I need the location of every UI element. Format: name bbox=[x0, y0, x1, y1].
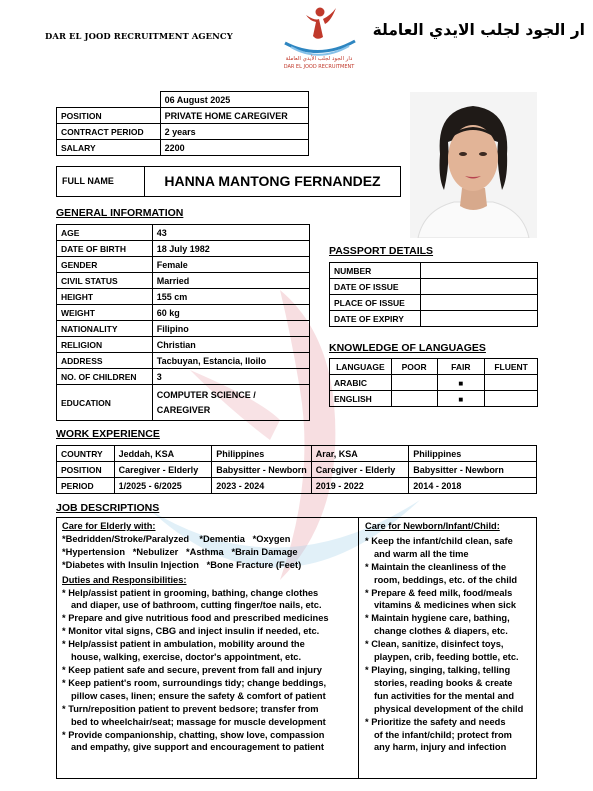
passport-table bbox=[329, 262, 538, 327]
languages-header: FAIR bbox=[437, 359, 485, 375]
newborn-care-column bbox=[359, 518, 537, 778]
job-descriptions-title: JOB DESCRIPTIONS bbox=[56, 502, 160, 514]
language-fair bbox=[437, 391, 485, 407]
work-title: WORK EXPERIENCE bbox=[56, 428, 160, 440]
newborn-item-cont: vitamins & medicines when sick bbox=[374, 600, 517, 611]
elderly-condition-line: *Hypertension *Nebulizer *Asthma *Brain Damage bbox=[62, 546, 298, 557]
passport-label: DATE OF ISSUE bbox=[330, 279, 421, 295]
general-row bbox=[57, 289, 310, 305]
general-label: NATIONALITY bbox=[57, 321, 153, 337]
duty-item-cont: pillow cases, linen; ensure the safety & comfort of patient bbox=[71, 690, 326, 701]
contract-label: SALARY bbox=[57, 140, 161, 156]
general-value: 18 July 1982 bbox=[152, 241, 309, 257]
work-cell: Caregiver - Elderly bbox=[114, 462, 212, 478]
duty-item-cont: and diaper, use of bathroom, cutting finger/toe nails, etc. bbox=[71, 600, 322, 611]
languages-header: POOR bbox=[391, 359, 437, 375]
language-row bbox=[330, 375, 538, 391]
general-info-table bbox=[56, 224, 310, 421]
duty-item: * Provide companionship, chatting, show love, compassion bbox=[62, 729, 325, 740]
general-label: NO. OF CHILDREN bbox=[57, 369, 153, 385]
passport-row bbox=[330, 279, 538, 295]
passport-row bbox=[330, 295, 538, 311]
language-name: ARABIC bbox=[330, 375, 392, 391]
duty-item: * Keep patient safe and secure, prevent from fall and injury bbox=[62, 664, 322, 675]
general-value: 60 kg bbox=[152, 305, 309, 321]
check-square-icon: ■ bbox=[458, 394, 464, 404]
languages-header: LANGUAGE bbox=[330, 359, 392, 375]
language-row bbox=[330, 391, 538, 407]
work-cell: 1/2025 - 6/2025 bbox=[114, 478, 212, 494]
work-cell: Philippines bbox=[409, 446, 537, 462]
general-value: Married bbox=[152, 273, 309, 289]
work-cell: Jeddah, KSA bbox=[114, 446, 212, 462]
passport-label: PLACE OF ISSUE bbox=[330, 295, 421, 311]
newborn-item-cont: any harm, injury and infection bbox=[374, 742, 507, 753]
general-row bbox=[57, 353, 310, 369]
duty-item-cont: bed to wheelchair/seat; massage for muscle development bbox=[71, 716, 326, 727]
general-value: 43 bbox=[152, 225, 309, 241]
work-cell: Caregiver - Elderly bbox=[311, 462, 409, 478]
passport-row bbox=[330, 311, 538, 327]
passport-label: NUMBER bbox=[330, 263, 421, 279]
duty-item: * Help/assist patient in ambulation, mobility around the bbox=[62, 639, 305, 650]
newborn-item: * Playing, singing, talking, telling bbox=[365, 664, 511, 675]
full-name-value: HANNA MANTONG FERNANDEZ bbox=[164, 173, 381, 189]
languages-table bbox=[329, 358, 538, 407]
newborn-item-cont: room, beddings, etc. of the child bbox=[374, 574, 518, 585]
language-name: ENGLISH bbox=[330, 391, 392, 407]
job-descriptions-box bbox=[56, 517, 537, 779]
languages-header: FLUENT bbox=[485, 359, 538, 375]
general-value: Filipino bbox=[152, 321, 309, 337]
language-poor bbox=[391, 391, 437, 407]
elderly-condition-line: *Bedridden/Stroke/Paralyzed *Dementia *Oxygen bbox=[62, 533, 291, 544]
newborn-item-cont: and warm all the time bbox=[374, 548, 469, 559]
duty-item: * Turn/reposition patient to prevent bedsore; transfer from bbox=[62, 703, 319, 714]
agency-name-ar: ار الجود لجلب الايدي العاملة bbox=[372, 21, 585, 39]
agency-name-en: DAR EL JOOD RECRUITMENT AGENCY bbox=[45, 31, 233, 41]
passport-label: DATE OF EXPIRY bbox=[330, 311, 421, 327]
general-value: Female bbox=[152, 257, 309, 273]
duty-item: * Keep patient's room, surroundings tidy; change beddings, bbox=[62, 677, 327, 688]
work-cell: Philippines bbox=[212, 446, 312, 462]
newborn-care-title: Care for Newborn/Infant/Child: bbox=[365, 521, 500, 531]
newborn-item-cont: fun activities for the mental and bbox=[374, 690, 514, 701]
logo-caption-ar: دار الجود لجلب الأيدي العاملة bbox=[285, 56, 353, 62]
contract-value: 2200 bbox=[160, 140, 308, 156]
passport-value bbox=[420, 295, 537, 311]
passport-value bbox=[420, 279, 537, 295]
work-cell: Babysitter - Newborn bbox=[212, 462, 312, 478]
contract-row bbox=[57, 108, 309, 124]
agency-logo bbox=[273, 3, 365, 75]
applicant-photo bbox=[410, 92, 537, 238]
elderly-condition-line: *Diabetes with Insulin Injection *Bone Fracture (Feet) bbox=[62, 559, 302, 570]
general-label: WEIGHT bbox=[57, 305, 153, 321]
general-row bbox=[57, 305, 310, 321]
passport-value bbox=[420, 263, 537, 279]
education-row bbox=[57, 385, 310, 421]
elderly-care-column bbox=[57, 518, 359, 778]
full-name-box bbox=[56, 166, 401, 197]
work-cell: 2019 - 2022 bbox=[311, 478, 409, 494]
work-label: COUNTRY bbox=[57, 446, 115, 462]
general-row bbox=[57, 321, 310, 337]
passport-title: PASSPORT DETAILS bbox=[329, 245, 434, 257]
contract-value: PRIVATE HOME CAREGIVER bbox=[160, 108, 308, 124]
work-country-row bbox=[57, 446, 537, 462]
general-label: ADDRESS bbox=[57, 353, 153, 369]
elderly-care-title: Care for Elderly with: bbox=[62, 521, 156, 531]
work-label: POSITION bbox=[57, 462, 115, 478]
language-fair bbox=[437, 375, 485, 391]
contract-row bbox=[57, 140, 309, 156]
general-value: 155 cm bbox=[152, 289, 309, 305]
passport-value bbox=[420, 311, 537, 327]
general-label: RELIGION bbox=[57, 337, 153, 353]
newborn-item: * Prioritize the safety and needs bbox=[365, 716, 506, 727]
general-label: DATE OF BIRTH bbox=[57, 241, 153, 257]
general-row bbox=[57, 273, 310, 289]
newborn-item: * Maintain the cleanliness of the bbox=[365, 561, 507, 572]
language-poor bbox=[391, 375, 437, 391]
work-cell: 2014 - 2018 bbox=[409, 478, 537, 494]
general-row bbox=[57, 225, 310, 241]
general-info-title: GENERAL INFORMATION bbox=[56, 207, 184, 219]
general-value: Christian bbox=[152, 337, 309, 353]
general-label: CIVIL STATUS bbox=[57, 273, 153, 289]
general-value: Tacbuyan, Estancia, Iloilo bbox=[152, 353, 309, 369]
general-row bbox=[57, 257, 310, 273]
passport-row bbox=[330, 263, 538, 279]
education-label: EDUCATION bbox=[57, 385, 153, 421]
contract-value: 2 years bbox=[160, 124, 308, 140]
newborn-item: * Clean, sanitize, disinfect toys, bbox=[365, 639, 504, 650]
education-line: COMPUTER SCIENCE / bbox=[156, 389, 256, 400]
work-cell: Arar, KSA bbox=[311, 446, 409, 462]
duty-item: * Help/assist patient in grooming, bathing, change clothes bbox=[62, 587, 319, 598]
contract-table bbox=[56, 91, 309, 156]
duty-item-cont: house, walking, exercise, doctor's appointment, etc. bbox=[71, 652, 302, 663]
duty-item: * Monitor vital signs, CBG and inject insulin if needed, etc. bbox=[62, 626, 320, 637]
general-label: AGE bbox=[57, 225, 153, 241]
work-cell: Babysitter - Newborn bbox=[409, 462, 537, 478]
contract-date-blank bbox=[57, 92, 161, 108]
education-value bbox=[152, 385, 309, 421]
general-label: GENDER bbox=[57, 257, 153, 273]
newborn-item: * Maintain hygiene care, bathing, bbox=[365, 613, 510, 624]
work-label: PERIOD bbox=[57, 478, 115, 494]
contract-date: 06 August 2025 bbox=[160, 92, 308, 108]
newborn-item-cont: playpen, crib, feeding bottle, etc. bbox=[374, 652, 519, 663]
general-row bbox=[57, 369, 310, 385]
full-name-label: FULL NAME bbox=[57, 167, 145, 196]
newborn-item: * Prepare & feed milk, food/meals bbox=[365, 587, 513, 598]
general-row bbox=[57, 241, 310, 257]
education-line: CAREGIVER bbox=[156, 404, 211, 415]
newborn-item-cont: change clothes & diapers, etc. bbox=[374, 626, 508, 637]
language-fluent bbox=[485, 375, 538, 391]
newborn-item-cont: stories, reading books & create bbox=[374, 677, 513, 688]
logo-figure-icon bbox=[273, 3, 365, 57]
applicant-portrait-icon bbox=[410, 92, 537, 238]
contract-label: CONTRACT PERIOD bbox=[57, 124, 161, 140]
work-table bbox=[56, 445, 537, 494]
contract-row bbox=[57, 124, 309, 140]
work-period-row bbox=[57, 478, 537, 494]
work-position-row bbox=[57, 462, 537, 478]
contract-date-row bbox=[57, 92, 309, 108]
general-value: 3 bbox=[152, 369, 309, 385]
languages-header-row bbox=[330, 359, 538, 375]
logo-caption-en: DAR EL JOOD RECRUITMENT bbox=[283, 64, 355, 70]
languages-title: KNOWLEDGE OF LANGUAGES bbox=[329, 342, 486, 354]
newborn-item-cont: physical development of the child bbox=[374, 703, 524, 714]
general-label: HEIGHT bbox=[57, 289, 153, 305]
general-row bbox=[57, 337, 310, 353]
duty-item: * Prepare and give nutritious food and prescribed medicines bbox=[62, 613, 329, 624]
work-cell: 2023 - 2024 bbox=[212, 478, 312, 494]
newborn-item-cont: of the infant/child; protect from bbox=[374, 729, 512, 740]
newborn-item: * Keep the infant/child clean, safe bbox=[365, 535, 513, 546]
language-fluent bbox=[485, 391, 538, 407]
check-square-icon: ■ bbox=[458, 378, 464, 388]
duty-item-cont: and empathy, give support and encouragement to patient bbox=[71, 742, 324, 753]
contract-label: POSITION bbox=[57, 108, 161, 124]
duties-title: Duties and Responsibilities: bbox=[62, 574, 187, 585]
